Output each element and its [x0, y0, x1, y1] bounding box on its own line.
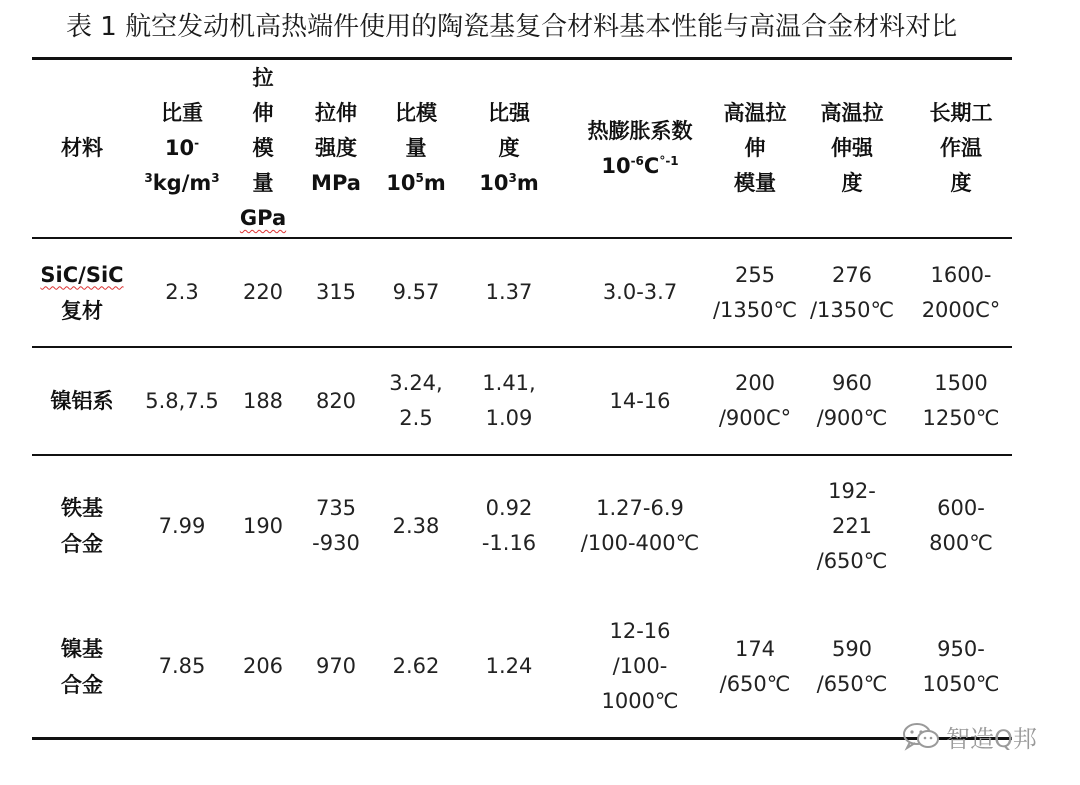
cell-material-line: 镍基 [61, 636, 103, 661]
cell-expansion-line: /100-400℃ [580, 531, 700, 555]
cell-expansion [564, 596, 716, 737]
cell-service-temp-line: 800℃ [929, 531, 993, 555]
header-modulus-line: 伸 [252, 101, 274, 125]
cell-spec-modulus-line: 2.38 [392, 513, 440, 538]
cell-ht-strength [794, 456, 910, 596]
cell-strength [294, 348, 378, 454]
cell-ht-modulus-line: /900C° [718, 406, 792, 430]
cell-material [32, 239, 132, 346]
cell-strength-line: 970 [315, 654, 357, 678]
cell-material [32, 596, 132, 737]
cell-ht-strength-line: 960 [831, 371, 873, 395]
header-strength [294, 60, 378, 237]
cell-modulus-line: 206 [242, 654, 284, 678]
header-expansion-line: 热膨胀系数 [587, 118, 693, 143]
cell-service-temp-line: 1050℃ [922, 671, 1000, 696]
cell-expansion-line: 1000℃ [601, 689, 679, 713]
cell-material-line: 复材 [61, 298, 103, 323]
header-service-temp [910, 60, 1012, 237]
cell-density [132, 239, 232, 346]
cell-density-line: 7.85 [158, 654, 206, 678]
cell-modulus [232, 456, 294, 596]
header-modulus [232, 60, 294, 237]
cell-spec-modulus [378, 456, 454, 596]
header-material [32, 60, 132, 237]
header-spec-modulus-line: $10^5m$ [386, 171, 446, 195]
header-spec-modulus [378, 60, 454, 237]
cell-ht-modulus [712, 239, 798, 346]
cell-modulus-line: 188 [242, 388, 284, 413]
cell-modulus-line: 190 [242, 513, 284, 538]
cell-spec-modulus-line: 2.5 [399, 406, 433, 430]
cell-ht-strength-line: 221 [831, 513, 873, 538]
cell-ht-modulus-line: /1350℃ [712, 297, 798, 322]
cell-spec-strength-line: -1.16 [481, 531, 537, 555]
cell-density [132, 456, 232, 596]
header-spec-strength-line: $10^3m$ [479, 171, 539, 195]
cell-ht-strength-line: 590 [831, 636, 873, 661]
cell-density [132, 348, 232, 454]
table-bottom-rule [32, 737, 1012, 740]
cell-ht-strength-line: 276 [831, 262, 873, 287]
cell-expansion [564, 456, 716, 596]
cell-strength-line: 315 [315, 280, 357, 304]
wechat-icon [902, 721, 940, 751]
cell-spec-strength [454, 348, 564, 454]
cell-ht-strength [794, 596, 910, 737]
header-expansion [564, 60, 716, 237]
cell-material-line: 镍铝系 [50, 389, 114, 413]
cell-service-temp-line: 1600- [930, 262, 992, 287]
header-density-line: $^3kg/m^3$ [144, 171, 220, 195]
header-modulus-line: 拉 [252, 66, 274, 90]
cell-spec-strength-line: 1.41, [482, 371, 536, 395]
cell-density [132, 596, 232, 737]
header-spec-strength-line: 比强 [488, 101, 530, 125]
cell-service-temp-line: 1500 [934, 371, 988, 395]
cell-expansion [564, 239, 716, 346]
cell-material-line: SiC/SiC [40, 262, 124, 287]
cell-ht-modulus-line: 200 [734, 371, 776, 395]
cell-spec-strength-line: 0.92 [485, 496, 533, 520]
cell-ht-strength-line: /1350℃ [809, 297, 895, 322]
cell-expansion-line: /100- [612, 654, 668, 678]
cell-ht-modulus-line: 255 [734, 262, 776, 287]
cell-modulus [232, 239, 294, 346]
cell-expansion-line: 12-16 [609, 619, 671, 643]
header-strength-line: MPa [311, 171, 361, 195]
cell-strength [294, 596, 378, 737]
watermark-text: 智造Q邦 [946, 724, 1037, 753]
cell-ht-modulus-line: 174 [734, 636, 776, 661]
cell-service-temp-line: 1250℃ [922, 406, 1000, 430]
header-ht-strength [794, 60, 910, 237]
cell-spec-strength-line: 1.24 [485, 654, 533, 678]
cell-service-temp-line: 600- [937, 496, 985, 520]
cell-ht-strength-line: /650℃ [816, 671, 888, 696]
header-modulus-line: GPa [239, 206, 287, 230]
cell-material-line: 合金 [61, 672, 103, 697]
cell-density-line: 5.8,7.5 [145, 388, 219, 413]
cell-spec-strength-line: 1.09 [485, 406, 533, 430]
cell-material-line: 铁基 [61, 496, 103, 520]
cell-strength-line: 820 [315, 388, 357, 413]
cell-spec-modulus-line: 9.57 [392, 280, 440, 304]
cell-service-temp [910, 348, 1012, 454]
header-expansion-line: $10^{-6}C^{^\circ-1}$ [601, 153, 679, 178]
cell-service-temp [910, 456, 1012, 596]
cell-strength-line: -930 [312, 531, 360, 555]
cell-expansion-line: 1.27-6.9 [596, 496, 684, 520]
header-density-line: 比重 [161, 101, 203, 125]
header-ht-strength-line: 伸强 [831, 136, 873, 160]
cell-expansion-line: 14-16 [609, 388, 671, 413]
cell-expansion-line: 3.0-3.7 [602, 280, 678, 304]
cell-ht-strength [794, 239, 910, 346]
cell-density-line: 2.3 [165, 280, 199, 304]
header-density-line: 10- [164, 136, 200, 160]
cell-spec-strength [454, 239, 564, 346]
cell-spec-strength-line: 1.37 [485, 280, 533, 304]
cell-spec-modulus [378, 239, 454, 346]
header-strength-line: 拉伸 [315, 101, 357, 125]
header-ht-modulus-line: 高温拉 [723, 101, 787, 125]
header-ht-strength-line: 高温拉 [820, 101, 884, 125]
header-modulus-line: 模 [252, 136, 274, 160]
cell-service-temp [910, 239, 1012, 346]
cell-material [32, 456, 132, 596]
header-material-line: 材料 [61, 136, 103, 160]
cell-strength-line: 735 [315, 496, 357, 520]
cell-ht-modulus-line: /650℃ [719, 671, 791, 696]
cell-ht-strength-line: 192- [828, 478, 876, 503]
cell-ht-strength-line: /650℃ [816, 548, 888, 573]
header-ht-modulus-line: 伸 [744, 136, 766, 160]
header-modulus-line: 量 [252, 171, 274, 195]
cell-spec-modulus-line: 2.62 [392, 654, 440, 678]
header-spec-modulus-line: 量 [405, 136, 427, 160]
watermark [902, 719, 1037, 753]
table-title: 表 1 航空发动机高热端件使用的陶瓷基复合材料基本性能与高温合金材料对比 [66, 12, 958, 42]
cell-material [32, 348, 132, 454]
header-strength-line: 强度 [315, 136, 357, 160]
cell-ht-strength-line: /900℃ [816, 406, 888, 430]
cell-ht-modulus [716, 596, 794, 737]
cell-service-temp [910, 596, 1012, 737]
cell-ht-strength [794, 348, 910, 454]
header-spec-strength [454, 60, 564, 237]
cell-strength [294, 239, 378, 346]
cell-spec-modulus [378, 596, 454, 737]
cell-expansion [564, 348, 716, 454]
cell-strength [294, 456, 378, 596]
cell-spec-strength [454, 596, 564, 737]
cell-modulus-line: 220 [242, 280, 284, 304]
header-service-temp-line: 度 [950, 171, 972, 195]
header-density [132, 60, 232, 237]
header-service-temp-line: 长期工 [929, 101, 993, 125]
cell-ht-modulus [716, 456, 794, 596]
header-ht-strength-line: 度 [841, 171, 863, 195]
cell-material-line: 合金 [61, 532, 103, 556]
header-service-temp-line: 作温 [940, 136, 982, 160]
cell-spec-modulus [378, 348, 454, 454]
cell-density-line: 7.99 [158, 513, 206, 538]
cell-spec-modulus-line: 3.24, [389, 371, 443, 395]
header-spec-modulus-line: 比模 [395, 101, 437, 125]
cell-spec-strength [454, 456, 564, 596]
header-ht-modulus-line: 模量 [734, 171, 776, 195]
header-ht-modulus [716, 60, 794, 237]
cell-modulus [232, 348, 294, 454]
cell-modulus [232, 596, 294, 737]
cell-ht-modulus [716, 348, 794, 454]
header-spec-strength-line: 度 [498, 136, 520, 160]
cell-service-temp-line: 2000C° [921, 297, 1001, 322]
cell-service-temp-line: 950- [937, 636, 985, 661]
